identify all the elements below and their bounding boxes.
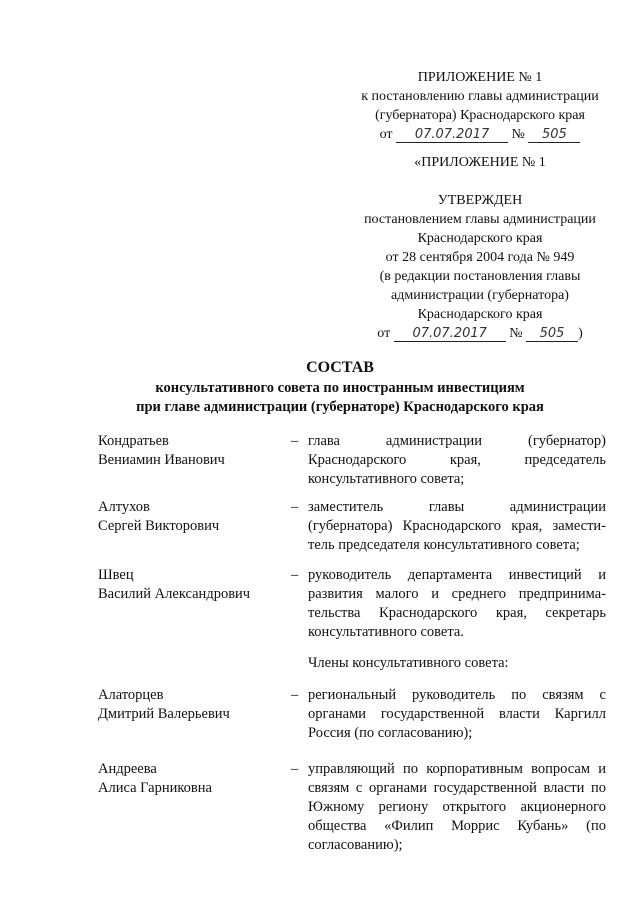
member-surname: Алаторцев (98, 687, 164, 703)
dash-separator: – (291, 567, 299, 583)
role-line: (губернатора) Краснодарского края, замести- (308, 518, 606, 534)
member-surname: Алтухов (98, 499, 150, 515)
approved-block (330, 191, 630, 343)
appendix-line-2: к постановлению главы администрации (361, 89, 599, 104)
role-line: глава администрации (губернатор) (308, 433, 606, 449)
member-given-names: Алиса Гарниковна (98, 780, 212, 796)
member-given-names: Дмитрий Валерьевич (98, 706, 230, 722)
role-line: развития малого и среднего предпринима- (308, 586, 606, 602)
handwritten-number: 505 (526, 327, 578, 342)
approved-line: постановлением главы администрации (364, 212, 596, 227)
approved-line: Краснодарского края (417, 307, 543, 322)
role-line: органами государственной власти Каргилл (308, 706, 606, 722)
quoted-appendix-title: «ПРИЛОЖЕНИЕ № 1 (414, 155, 546, 170)
role-line: тель председателя консультативного совета; (308, 537, 580, 553)
composition-title: СОСТАВ (306, 359, 374, 376)
handwritten-date: 07.07.2017 (396, 128, 508, 143)
role-line: согласованию); (308, 837, 403, 853)
quoted-appendix (330, 153, 630, 172)
role-line: Россия (по согласованию); (308, 725, 473, 741)
member-name (98, 686, 288, 724)
member-given-names: Вениамин Иванович (98, 452, 225, 468)
member-role (308, 566, 606, 642)
dash-separator: – (291, 433, 299, 449)
number-prefix: № (511, 127, 525, 142)
role-line: тельства Краснодарского края, секретарь (308, 605, 606, 621)
role-line: руководитель департамента инвестиций и (308, 567, 606, 583)
composition-subtitle-2: при главе администрации (губернаторе) Краснодарского края (136, 399, 544, 415)
member-role (308, 498, 606, 555)
member-name (98, 498, 288, 536)
role-line: региональный руководитель по связям с (308, 687, 606, 703)
member-surname: Кондратьев (98, 433, 169, 449)
member-name (98, 432, 288, 470)
composition-heading (40, 357, 640, 417)
member-role (308, 432, 606, 489)
handwritten-date: 07.07.2017 (394, 327, 506, 342)
composition-subtitle-1: консультативного совета по иностранным инвестициям (155, 380, 525, 396)
role-line: общества «Филип Моррис Кубань» (по (308, 818, 606, 834)
closing-paren: ) (578, 326, 583, 341)
appendix-header (330, 68, 630, 144)
role-line: консультативного совета; (308, 471, 465, 487)
role-line: связям с органами государственной власти по (308, 780, 606, 796)
approved-line: администрации (губернатора) (391, 288, 569, 303)
member-given-names: Сергей Викторович (98, 518, 220, 534)
member-surname: Швец (98, 567, 134, 583)
date-prefix: от (379, 127, 393, 142)
appendix-line-3: (губернатора) Краснодарского края (375, 108, 585, 123)
member-surname: Андреева (98, 761, 157, 777)
members-label: Члены консультативного совета: (308, 655, 509, 671)
dash-separator: – (291, 499, 299, 515)
appendix-title: ПРИЛОЖЕНИЕ № 1 (417, 70, 543, 85)
approved-title: УТВЕРЖДЕН (437, 193, 523, 208)
member-name (98, 566, 288, 604)
member-role (308, 760, 606, 855)
role-line: управляющий по корпоративным вопросам и (308, 761, 606, 777)
approved-date-line (330, 324, 630, 343)
member-name (98, 760, 288, 798)
role-line: консультативного совета. (308, 624, 464, 640)
approved-line: (в редакции постановления главы (379, 269, 581, 284)
dash-separator: – (291, 687, 299, 703)
member-given-names: Василий Александрович (98, 586, 251, 602)
number-prefix: № (509, 326, 523, 341)
role-line: Южному региону открытого акционерного (308, 799, 606, 815)
appendix-date-line (330, 125, 630, 144)
approved-line: от 28 сентября 2004 года № 949 (385, 250, 575, 265)
member-role (308, 686, 606, 743)
role-line: заместитель главы администрации (308, 499, 606, 515)
role-line: Краснодарского края, председатель (308, 452, 606, 468)
date-prefix: от (377, 326, 391, 341)
approved-line: Краснодарского края (417, 231, 543, 246)
dash-separator: – (291, 761, 299, 777)
handwritten-number: 505 (528, 128, 580, 143)
